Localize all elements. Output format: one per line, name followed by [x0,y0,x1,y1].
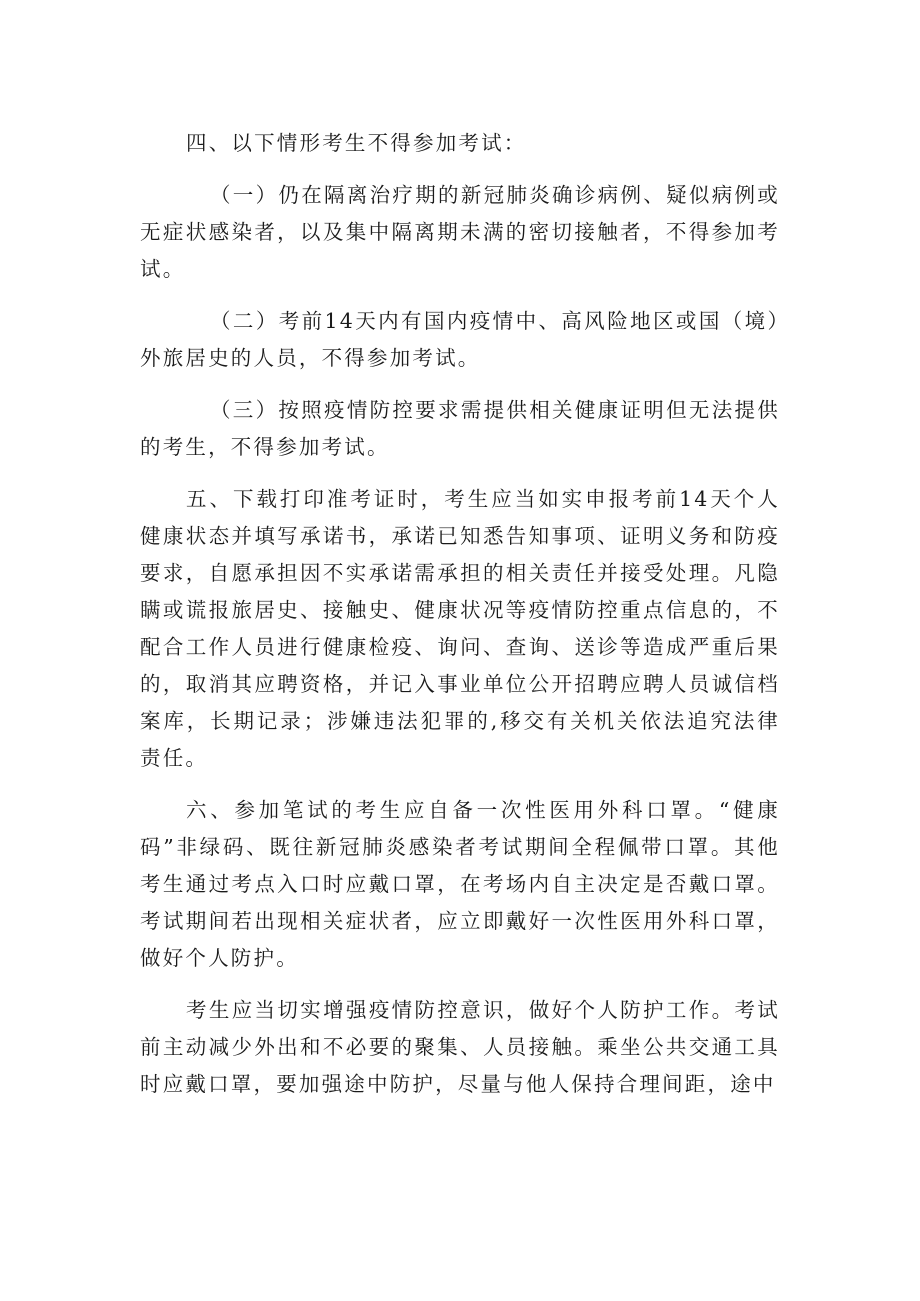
section-four-item-one: （一）仍在隔离治疗期的新冠肺炎确诊病例、疑似病例或无症状感染者，以及集中隔离期未满的密切接触者，不得参加考试。 [140,183,780,281]
section-four-item-two: （二）考前14天内有国内疫情中、高风险地区或国（境）外旅居史的人员，不得参加考试。 [140,309,780,370]
section-four-item-three: （三）按照疫情防控要求需提供相关健康证明但无法提供的考生，不得参加考试。 [140,398,780,459]
section-five-paragraph: 五、下载打印准考证时，考生应当如实申报考前14天个人健康状态并填写承诺书，承诺已知悉告知事项、证明义务和防疫要求，自愿承担因不实承诺需承担的相关责任并接受处理。凡隐瞒或谎报旅居史、接触史、健康状况等疫情防控重点信息的，不配合工作人员进行健康检疫、询问、查询、送诊等造成严重后果的，取消其应聘资格，并记入事业单位公开招聘应聘人员诚信档案库，长期记录；涉嫌违法犯罪的,移交有关机关依法追究法律责任。 [140,487,780,770]
section-six-paragraph: 六、参加笔试的考生应自备一次性医用外科口罩。“健康码”非绿码、既往新冠肺炎感染者考试期间全程佩带口罩。其他考生通过考点入口时应戴口罩，在考场内自主决定是否戴口罩。考试期间若出现相关症状者，应立即戴好一次性医用外科口罩，做好个人防护。 [140,798,780,970]
document-body [140,125,780,1118]
closing-paragraph: 考生应当切实增强疫情防控意识，做好个人防护工作。考试前主动减少外出和不必要的聚集、人员接触。乘坐公共交通工具时应戴口罩，要加强途中防护，尽量与他人保持合理间距，途中 [140,998,780,1096]
section-four-heading: 四、以下情形考生不得参加考试： [186,131,527,155]
